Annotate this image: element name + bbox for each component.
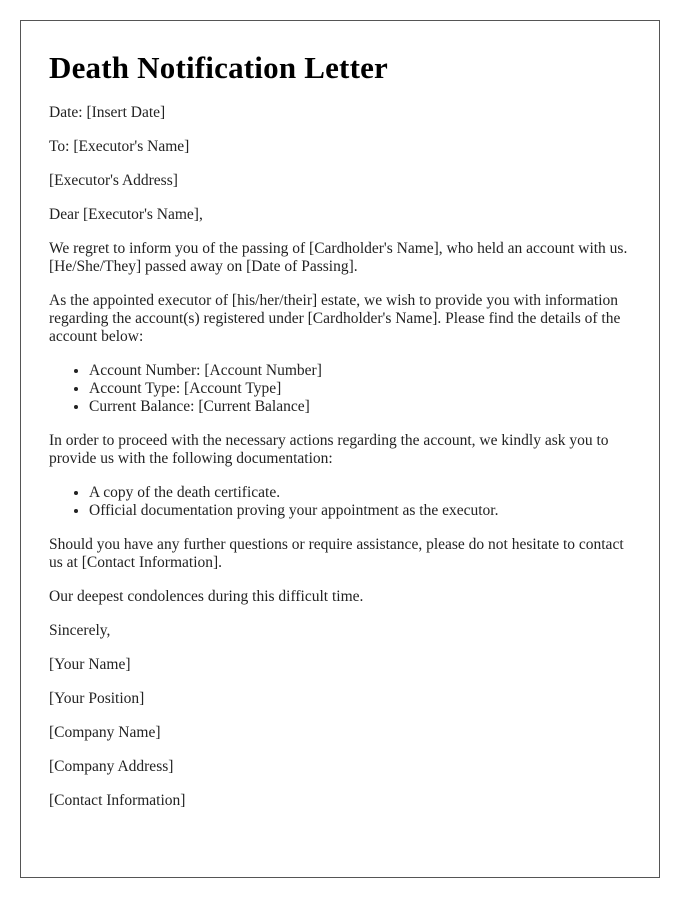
signature-company-address: [Company Address] bbox=[49, 758, 174, 775]
list-item-account-number: • Account Number: [Account Number] bbox=[89, 362, 631, 380]
signature-company: [Company Name] bbox=[49, 724, 161, 741]
list-item-executor-proof: • Official documentation proving your appointment as the executor. bbox=[89, 502, 631, 520]
signature-position: [Your Position] bbox=[49, 690, 145, 707]
salutation: Dear [Executor's Name], bbox=[49, 206, 203, 223]
account-details-list bbox=[49, 362, 631, 416]
documents-list bbox=[49, 484, 631, 520]
signature-name: [Your Name] bbox=[49, 656, 131, 673]
paragraph-condolences: Our deepest condolences during this difficult time. bbox=[49, 588, 364, 605]
paragraph-contact: Should you have any further questions or require assistance, please do not hesitate to contact us at [Contact Information]. bbox=[49, 536, 624, 571]
list-item-account-type: • Account Type: [Account Type] bbox=[89, 380, 631, 398]
letter-title: Death Notification Letter bbox=[49, 50, 389, 85]
recipient-address: [Executor's Address] bbox=[49, 172, 178, 189]
list-item-death-certificate: • A copy of the death certificate. bbox=[89, 484, 631, 502]
recipient-line: To: [Executor's Name] bbox=[49, 138, 190, 155]
signature-contact: [Contact Information] bbox=[49, 792, 186, 809]
closing: Sincerely, bbox=[49, 622, 111, 639]
list-item-current-balance: • Current Balance: [Current Balance] bbox=[89, 398, 631, 416]
paragraph-passing: We regret to inform you of the passing of [Cardholder's Name], who held an account with us. [He/She/They] passed away on [Date of Passing]. bbox=[49, 240, 628, 275]
date-line: Date: [Insert Date] bbox=[49, 104, 166, 121]
paragraph-executor: As the appointed executor of [his/her/their] estate, we wish to provide you with information regarding the account(s) registered under [Cardholder's Name]. Please find the details of the account below: bbox=[49, 292, 621, 345]
paragraph-documentation: In order to proceed with the necessary actions regarding the account, we kindly ask you to provide us with the following documentation: bbox=[49, 432, 609, 467]
letter bbox=[20, 20, 660, 878]
